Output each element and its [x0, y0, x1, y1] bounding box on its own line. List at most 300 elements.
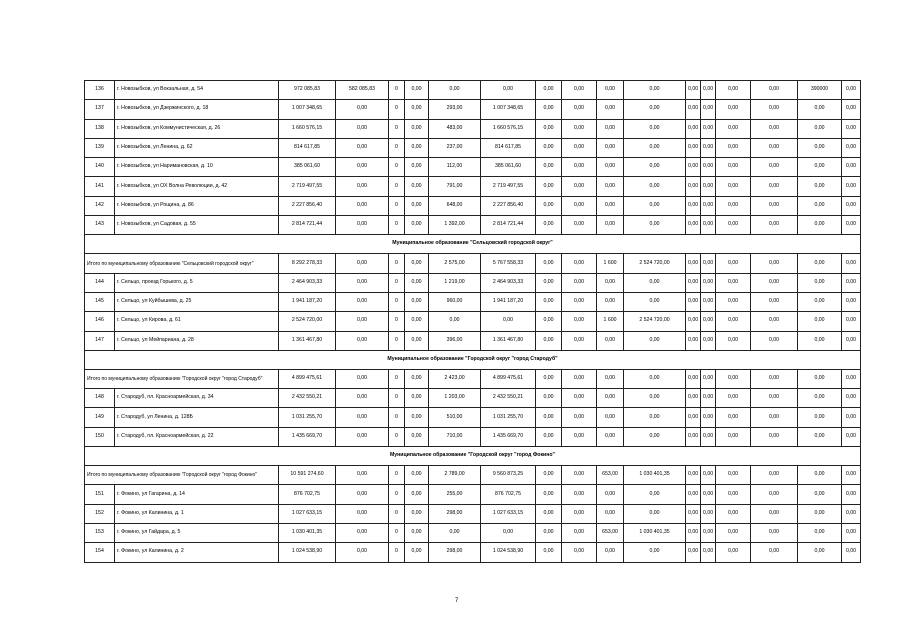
row-number: 154: [85, 543, 115, 562]
value-cell: 1 027 633,15: [481, 504, 536, 523]
value-cell: 0,00: [798, 273, 842, 292]
value-cell: 0,00: [842, 485, 861, 504]
row-number: 142: [85, 196, 115, 215]
value-cell: 0: [389, 254, 405, 273]
value-cell: 237,00: [429, 138, 481, 157]
value-cell: 0,00: [842, 254, 861, 273]
value-cell: 0,00: [798, 292, 842, 311]
row-number: 140: [85, 158, 115, 177]
row-number: 151: [85, 485, 115, 504]
value-cell: 0,00: [336, 543, 389, 562]
value-cell: 0,00: [751, 331, 798, 350]
value-cell: 0,00: [842, 427, 861, 446]
value-cell: 0,00: [798, 389, 842, 408]
value-cell: 298,00: [429, 504, 481, 523]
value-cell: 0,00: [751, 466, 798, 485]
value-cell: 648,00: [429, 196, 481, 215]
value-cell: 2 432 550,21: [481, 389, 536, 408]
value-cell: 0,00: [597, 485, 624, 504]
value-cell: 0,00: [624, 331, 686, 350]
row-number: 148: [85, 389, 115, 408]
value-cell: 0,00: [536, 119, 562, 138]
table-row: [85, 216, 861, 235]
value-cell: 0,00: [405, 254, 429, 273]
table-row: [85, 196, 861, 215]
table-row: [85, 273, 861, 292]
value-cell: 0,00: [536, 292, 562, 311]
value-cell: 0,00: [701, 369, 716, 388]
value-cell: 0,00: [686, 504, 701, 523]
value-cell: 390000: [798, 81, 842, 100]
section-header-row: [85, 350, 861, 369]
value-cell: 0: [389, 369, 405, 388]
value-cell: 1 030 401,35: [624, 466, 686, 485]
value-cell: 0,00: [716, 292, 751, 311]
table-row: [85, 408, 861, 427]
address-cell: г. Фокино, ул Гайдара, д. 5: [115, 523, 279, 542]
value-cell: 0,00: [686, 273, 701, 292]
value-cell: 0,00: [798, 331, 842, 350]
value-cell: 876 702,75: [481, 485, 536, 504]
value-cell: 0,00: [429, 312, 481, 331]
table-row: [85, 119, 861, 138]
value-cell: 0,00: [751, 504, 798, 523]
value-cell: 0,00: [842, 273, 861, 292]
row-number: 139: [85, 138, 115, 157]
value-cell: 0,00: [842, 100, 861, 119]
table-row: [85, 312, 861, 331]
value-cell: 510,00: [429, 408, 481, 427]
value-cell: 2 575,00: [429, 254, 481, 273]
value-cell: 0,00: [624, 138, 686, 157]
value-cell: 0,00: [597, 543, 624, 562]
value-cell: 0: [389, 543, 405, 562]
value-cell: 0,00: [562, 216, 597, 235]
value-cell: 0,00: [798, 177, 842, 196]
value-cell: 0,00: [562, 158, 597, 177]
value-cell: 0,00: [798, 427, 842, 446]
value-cell: 0,00: [842, 196, 861, 215]
value-cell: 0,00: [336, 408, 389, 427]
value-cell: 0,00: [842, 389, 861, 408]
value-cell: 0,00: [405, 138, 429, 157]
value-cell: 960,00: [429, 292, 481, 311]
table-row: [85, 427, 861, 446]
value-cell: 0: [389, 523, 405, 542]
value-cell: 1 030 401,35: [279, 523, 336, 542]
value-cell: 0,00: [624, 292, 686, 311]
value-cell: 0,00: [536, 273, 562, 292]
value-cell: 10 591 274,60: [279, 466, 336, 485]
value-cell: 1 007 348,65: [481, 100, 536, 119]
section-header-row: [85, 235, 861, 254]
row-number: 149: [85, 408, 115, 427]
value-cell: 0,00: [624, 485, 686, 504]
value-cell: 0,00: [624, 427, 686, 446]
value-cell: 0,00: [336, 466, 389, 485]
value-cell: 653,00: [597, 523, 624, 542]
value-cell: 0,00: [686, 485, 701, 504]
value-cell: 0,00: [597, 138, 624, 157]
value-cell: 0,00: [336, 523, 389, 542]
table-row: [85, 389, 861, 408]
value-cell: 255,00: [429, 485, 481, 504]
value-cell: 0,00: [798, 138, 842, 157]
value-cell: 0,00: [701, 81, 716, 100]
address-cell: г. Новозыбков, ул Дзержинского, д. 18: [115, 100, 279, 119]
value-cell: 0,00: [798, 466, 842, 485]
value-cell: 0,00: [562, 81, 597, 100]
value-cell: 814 617,85: [279, 138, 336, 157]
value-cell: 0,00: [562, 273, 597, 292]
page-number: 7: [455, 598, 459, 604]
value-cell: 0,00: [624, 158, 686, 177]
value-cell: 0,00: [536, 177, 562, 196]
value-cell: 0,00: [798, 312, 842, 331]
value-cell: 0,00: [798, 523, 842, 542]
value-cell: 0,00: [751, 523, 798, 542]
address-cell: г. Новозыбков, ул Вокзальная, д. 54: [115, 81, 279, 100]
value-cell: 1 600: [597, 254, 624, 273]
value-cell: 0,00: [798, 408, 842, 427]
value-cell: 0,00: [701, 389, 716, 408]
value-cell: 0,00: [686, 196, 701, 215]
value-cell: 2 524 720,00: [624, 312, 686, 331]
value-cell: 0,00: [751, 312, 798, 331]
table-row: [85, 331, 861, 350]
value-cell: 710,00: [429, 427, 481, 446]
value-cell: 385 061,60: [481, 158, 536, 177]
value-cell: 0,00: [716, 408, 751, 427]
value-cell: 0,00: [597, 427, 624, 446]
value-cell: 0,00: [701, 100, 716, 119]
value-cell: 2 423,00: [429, 369, 481, 388]
value-cell: 0,00: [716, 312, 751, 331]
value-cell: 0: [389, 292, 405, 311]
value-cell: 0,00: [686, 138, 701, 157]
value-cell: 0,00: [562, 177, 597, 196]
value-cell: 653,00: [597, 466, 624, 485]
value-cell: 0,00: [336, 331, 389, 350]
value-cell: 0,00: [562, 138, 597, 157]
value-cell: 0,00: [751, 138, 798, 157]
value-cell: 0: [389, 138, 405, 157]
section-title: Муниципальное образование "Городской округ "город Фокино": [85, 447, 861, 466]
value-cell: 972 085,83: [279, 81, 336, 100]
value-cell: 9 560 873,25: [481, 466, 536, 485]
address-cell: г. Новозыбков, ул ОХ Волна Революции, д. 42: [115, 177, 279, 196]
value-cell: 0,00: [562, 119, 597, 138]
section-header-row: [85, 447, 861, 466]
value-cell: 0,00: [701, 196, 716, 215]
value-cell: 0,00: [842, 331, 861, 350]
value-cell: 0: [389, 485, 405, 504]
value-cell: 0,00: [798, 158, 842, 177]
value-cell: 0,00: [716, 427, 751, 446]
value-cell: 0,00: [751, 292, 798, 311]
value-cell: 0,00: [686, 543, 701, 562]
address-cell: г. Сельцо, ул Кирова, д. 61: [115, 312, 279, 331]
value-cell: 0,00: [701, 138, 716, 157]
value-cell: 1 941 187,20: [481, 292, 536, 311]
value-cell: 0,00: [716, 100, 751, 119]
value-cell: 0,00: [686, 389, 701, 408]
value-cell: 876 702,75: [279, 485, 336, 504]
value-cell: 293,00: [429, 100, 481, 119]
value-cell: 0,00: [716, 369, 751, 388]
value-cell: 0: [389, 216, 405, 235]
value-cell: 0,00: [842, 158, 861, 177]
value-cell: 0,00: [716, 389, 751, 408]
value-cell: 0,00: [562, 100, 597, 119]
value-cell: 1 392,00: [429, 216, 481, 235]
value-cell: 0,00: [597, 389, 624, 408]
value-cell: 0,00: [842, 543, 861, 562]
row-number: 141: [85, 177, 115, 196]
value-cell: 0,00: [562, 292, 597, 311]
value-cell: 0,00: [336, 369, 389, 388]
value-cell: 0,00: [842, 408, 861, 427]
value-cell: 1 203,00: [429, 389, 481, 408]
value-cell: 2 432 550,21: [279, 389, 336, 408]
value-cell: 0,00: [536, 312, 562, 331]
value-cell: 0,00: [562, 196, 597, 215]
value-cell: 2 789,00: [429, 466, 481, 485]
value-cell: 0,00: [336, 119, 389, 138]
value-cell: 0,00: [624, 389, 686, 408]
value-cell: 0,00: [842, 466, 861, 485]
value-cell: 0,00: [336, 158, 389, 177]
value-cell: 2 814 721,44: [481, 216, 536, 235]
value-cell: 0,00: [624, 369, 686, 388]
row-number: 152: [85, 504, 115, 523]
value-cell: 0,00: [701, 273, 716, 292]
value-cell: 0,00: [336, 100, 389, 119]
value-cell: 0,00: [751, 427, 798, 446]
value-cell: 0: [389, 408, 405, 427]
value-cell: 0,00: [751, 389, 798, 408]
value-cell: 2 524 720,00: [279, 312, 336, 331]
row-number: 150: [85, 427, 115, 446]
value-cell: 0,00: [686, 158, 701, 177]
value-cell: 0,00: [536, 485, 562, 504]
value-cell: 0,00: [686, 177, 701, 196]
total-row: [85, 254, 861, 273]
value-cell: 0,00: [597, 504, 624, 523]
value-cell: 0,00: [536, 81, 562, 100]
value-cell: 0,00: [798, 216, 842, 235]
value-cell: 0,00: [336, 389, 389, 408]
value-cell: 1 361 467,80: [279, 331, 336, 350]
value-cell: 0,00: [686, 408, 701, 427]
value-cell: 0,00: [562, 254, 597, 273]
row-number: 147: [85, 331, 115, 350]
value-cell: 0,00: [624, 196, 686, 215]
value-cell: 1 660 576,15: [481, 119, 536, 138]
value-cell: 112,00: [429, 158, 481, 177]
value-cell: 483,00: [429, 119, 481, 138]
value-cell: 0,00: [597, 100, 624, 119]
row-number: 137: [85, 100, 115, 119]
value-cell: 0,00: [429, 81, 481, 100]
value-cell: 0,00: [798, 254, 842, 273]
value-cell: 0,00: [597, 408, 624, 427]
value-cell: 0,00: [562, 504, 597, 523]
table-row: [85, 81, 861, 100]
value-cell: 0,00: [597, 273, 624, 292]
value-cell: 2 814 721,44: [279, 216, 336, 235]
value-cell: 0,00: [481, 81, 536, 100]
value-cell: 0,00: [481, 312, 536, 331]
value-cell: 1 941 187,20: [279, 292, 336, 311]
address-cell: г. Сельцо, ул Мейпариана, д. 28: [115, 331, 279, 350]
value-cell: 1 361 467,80: [481, 331, 536, 350]
value-cell: 814 617,85: [481, 138, 536, 157]
value-cell: 0,00: [701, 292, 716, 311]
value-cell: 0,00: [842, 504, 861, 523]
value-cell: 0,00: [405, 408, 429, 427]
value-cell: 1 600: [597, 312, 624, 331]
value-cell: 0,00: [716, 273, 751, 292]
row-number: 144: [85, 273, 115, 292]
value-cell: 2 227 856,40: [279, 196, 336, 215]
value-cell: 0,00: [597, 158, 624, 177]
row-number: 146: [85, 312, 115, 331]
value-cell: 0: [389, 81, 405, 100]
value-cell: 0,00: [751, 216, 798, 235]
table-row: [85, 177, 861, 196]
total-label: Итого по муниципальному образованию "Городской округ "город Фокино": [85, 466, 279, 485]
value-cell: 0,00: [716, 81, 751, 100]
value-cell: 0: [389, 312, 405, 331]
table-row: [85, 485, 861, 504]
address-cell: г. Новозыбков, ул Рощина, д. 86: [115, 196, 279, 215]
table-row: [85, 292, 861, 311]
value-cell: 0,00: [562, 466, 597, 485]
value-cell: 0,00: [336, 254, 389, 273]
value-cell: 0,00: [536, 504, 562, 523]
value-cell: 0,00: [701, 119, 716, 138]
value-cell: 0: [389, 100, 405, 119]
value-cell: 0,00: [701, 331, 716, 350]
value-cell: 0,00: [716, 331, 751, 350]
value-cell: 0,00: [716, 504, 751, 523]
value-cell: 0,00: [336, 485, 389, 504]
value-cell: 0,00: [597, 216, 624, 235]
address-program-table: [84, 80, 861, 563]
total-row: [85, 466, 861, 485]
address-cell: г. Стародуб, пл. Красноармейская, д. 22: [115, 427, 279, 446]
value-cell: 4 899 475,61: [279, 369, 336, 388]
value-cell: 0,00: [536, 427, 562, 446]
value-cell: 0,00: [597, 177, 624, 196]
value-cell: 0,00: [701, 177, 716, 196]
value-cell: 0,00: [686, 312, 701, 331]
table-row: [85, 158, 861, 177]
value-cell: 0,00: [716, 196, 751, 215]
value-cell: 0,00: [751, 177, 798, 196]
value-cell: 0,00: [536, 369, 562, 388]
value-cell: 0,00: [798, 119, 842, 138]
value-cell: 0,00: [405, 466, 429, 485]
value-cell: 0,00: [624, 81, 686, 100]
value-cell: 0,00: [701, 466, 716, 485]
value-cell: 1 027 633,15: [279, 504, 336, 523]
value-cell: 0,00: [405, 196, 429, 215]
value-cell: 0: [389, 119, 405, 138]
value-cell: 0,00: [842, 119, 861, 138]
value-cell: 0,00: [405, 216, 429, 235]
value-cell: 0,00: [336, 273, 389, 292]
value-cell: 0,00: [597, 331, 624, 350]
table-row: [85, 543, 861, 562]
address-cell: г. Новозыбков, ул Наримановская, д. 10: [115, 158, 279, 177]
value-cell: 0,00: [536, 331, 562, 350]
value-cell: 0,00: [536, 466, 562, 485]
value-cell: 0,00: [597, 81, 624, 100]
value-cell: 0,00: [751, 196, 798, 215]
value-cell: 2 719 497,55: [481, 177, 536, 196]
address-cell: г. Новозыбков, ул Садовая, д. 55: [115, 216, 279, 235]
value-cell: 0,00: [597, 196, 624, 215]
value-cell: 0,00: [624, 504, 686, 523]
value-cell: 0,00: [798, 543, 842, 562]
value-cell: 0,00: [686, 369, 701, 388]
value-cell: 0,00: [751, 408, 798, 427]
value-cell: 1 219,00: [429, 273, 481, 292]
value-cell: 0,00: [751, 273, 798, 292]
value-cell: 0,00: [751, 485, 798, 504]
value-cell: 1 660 576,15: [279, 119, 336, 138]
value-cell: 0,00: [562, 485, 597, 504]
value-cell: 0,00: [751, 369, 798, 388]
value-cell: 1 030 401,35: [624, 523, 686, 542]
value-cell: 0,00: [842, 177, 861, 196]
value-cell: 0,00: [405, 177, 429, 196]
value-cell: 0,00: [842, 292, 861, 311]
value-cell: 0,00: [624, 119, 686, 138]
value-cell: 0,00: [536, 254, 562, 273]
value-cell: 0,00: [751, 100, 798, 119]
value-cell: 0,00: [686, 331, 701, 350]
value-cell: 0,00: [405, 273, 429, 292]
value-cell: 0,00: [336, 427, 389, 446]
value-cell: 0,00: [562, 369, 597, 388]
value-cell: 0: [389, 427, 405, 446]
value-cell: 0: [389, 196, 405, 215]
value-cell: 0,00: [405, 119, 429, 138]
table-row: [85, 100, 861, 119]
value-cell: 0,00: [336, 138, 389, 157]
value-cell: 0,00: [701, 485, 716, 504]
value-cell: 0,00: [536, 100, 562, 119]
value-cell: 0,00: [336, 504, 389, 523]
address-cell: г. Фокино, ул Калинина, д. 1: [115, 504, 279, 523]
table-row: [85, 138, 861, 157]
value-cell: 0,00: [716, 216, 751, 235]
value-cell: 0,00: [798, 369, 842, 388]
value-cell: 0,00: [405, 543, 429, 562]
value-cell: 0,00: [798, 100, 842, 119]
value-cell: 0,00: [624, 100, 686, 119]
value-cell: 0,00: [336, 292, 389, 311]
value-cell: 0,00: [624, 273, 686, 292]
value-cell: 1 007 348,65: [279, 100, 336, 119]
value-cell: 0,00: [405, 485, 429, 504]
value-cell: 582 085,83: [336, 81, 389, 100]
value-cell: 0,00: [798, 504, 842, 523]
value-cell: 0: [389, 389, 405, 408]
